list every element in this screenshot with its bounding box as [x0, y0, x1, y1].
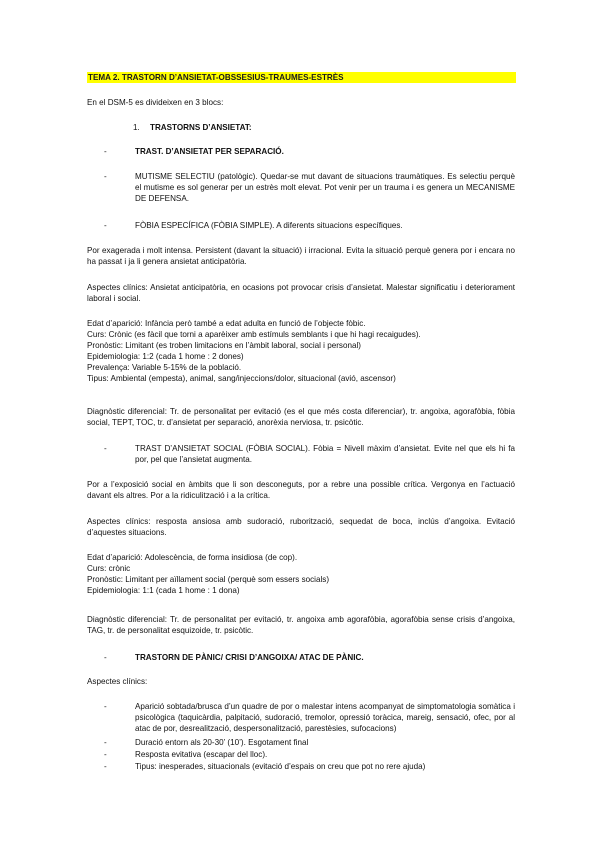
paragraph-fobia: Por exagerada i molt intensa. Persistent (davant la situació) i irracional. Evita la situació perquè genera por i encara no ha passat i ja li genera ansietat anticipatòria.: [87, 246, 515, 266]
list-item: Aparició sobtada/brusca d’un quadre de por o malestar intens acompanyat de simptomatologia somàtica i psicològica (taquicàrdia, palpitació, sudoració, tremolor, opressió toràcica, mareig, sensació, ofec, por al atac de por, desrealització, despersonalització, parestèsies, sufocacions): [135, 702, 515, 733]
list-item: Edat d’aparició: Infància però també a edat adulta en funció de l’objecte fòbic.: [87, 319, 366, 328]
heading-separacio: TRAST. D’ANSIETAT PER SEPARACIÓ.: [135, 147, 284, 156]
paragraph-aspectes-clinics-1: Aspectes clínics: Ansietat anticipatòria, en ocasions pot provocar crisis d’ansietat. Malestar significatiu i deteriorament laboral i social.: [87, 283, 515, 303]
list-item: Curs: Crònic (es fàcil que torni a aparèixer amb estímuls semblants i que hi hagi recaigudes).: [87, 330, 421, 339]
bullet-dash: -: [104, 750, 107, 759]
bullet-mutisme: MUTISME SELECTIU (patològic). Quedar-se mut davant de situacions traumàtiques. Es selectiu perquè el mutisme es sol generar per un estrès molt elevat. Pot venir per un trauma i es genera un MECANISME DE DEFENSA.: [135, 172, 515, 203]
bullet-dash: -: [104, 147, 107, 156]
aspectes-clinics-heading: Aspectes clínics:: [87, 677, 148, 686]
list-item: Curs: crònic: [87, 564, 131, 573]
list-item: Edat d’aparició: Adolescència, de forma insidiosa (de cop).: [87, 553, 298, 562]
paragraph-aspectes-clinics-2: Aspectes clínics: resposta ansiosa amb sudoració, ruborització, sequedat de boca, inclús d’angoixa. Evitació d’aquestes situacions.: [87, 517, 515, 537]
block-heading: TRASTORNS D’ANSIETAT:: [150, 123, 252, 132]
info-list-1: [87, 318, 515, 384]
list-item: Tipus: inesperades, situacionals (evitació d’espais on creu que pot no rere ajuda): [135, 762, 426, 771]
list-item: Epidemiologia: 1:1 (cada 1 home : 1 dona): [87, 586, 240, 595]
document-title: TEMA 2. TRASTORN D’ANSIETAT-OBSSESIUS-TRAUMES-ESTRÈS: [87, 72, 516, 83]
list-item: Tipus: Ambiental (empesta), animal, sang/injeccions/dolor, situacional (avió, ascensor): [87, 374, 396, 383]
list-item: Pronòstic: Limitant per aïllament social (perquè som essers socials): [87, 575, 330, 584]
paragraph-diagnostic-2: Diagnòstic diferencial: Tr. de personalitat per evitació, tr. angoixa amb agorafòbia, agorafòbia sense crisis d’angoixa, TAG, tr. de personalitat esquizoide, tr. psicòtic.: [87, 615, 515, 635]
info-list-2: [87, 552, 515, 596]
bullet-fobia-especifica: FÒBIA ESPECÍFICA (FÒBIA SIMPLE). A diferents situacions específiques.: [135, 221, 403, 230]
list-item: Resposta evitativa (escapar del lloc).: [135, 750, 268, 759]
list-item: Prevalença: Variable 5-15% de la població.: [87, 363, 242, 372]
paragraph-diagnostic-1: Diagnòstic diferencial: Tr. de personalitat per evitació (es el que més costa diferenciar), tr. angoixa, agorafòbia, fòbia social, TEPT, TOC, tr. d’ansietat per separació, anorèxia nerviosa, tr. psicòtic.: [87, 407, 515, 427]
bullet-dash: -: [104, 444, 107, 453]
list-item: Epidemiologia: 1:2 (cada 1 home : 2 dones): [87, 352, 244, 361]
bullet-dash: -: [104, 702, 107, 711]
bullet-dash: -: [104, 653, 107, 662]
list-item: Duració entorn als 20-30’ (10’). Esgotament final: [135, 738, 309, 747]
bullet-dash: -: [104, 738, 107, 747]
list-item: Pronòstic: Limitant (es troben limitacions en l’àmbit laboral, social i personal): [87, 341, 361, 350]
bullet-dash: -: [104, 762, 107, 771]
heading-panic: TRASTORN DE PÀNIC/ CRISI D’ANGOIXA/ ATAC DE PÀNIC.: [135, 653, 364, 662]
bullet-ansietat-social: TRAST D’ANSIETAT SOCIAL (FÒBIA SOCIAL). Fòbia = Nivell màxim d’ansietat. Evite nel que els hi fa por, pel que l’ansietat augmenta.: [135, 444, 515, 464]
paragraph-social: Por a l’exposició social en àmbits que li son desconeguts, por a rebre una possible crítica. Vergonya en l’actuació davant els altres. Por a la ridiculització i a la crítica.: [87, 480, 515, 500]
block-number: 1.: [133, 123, 140, 132]
intro-paragraph: En el DSM-5 es divideixen en 3 blocs:: [87, 98, 224, 107]
bullet-dash: -: [104, 221, 107, 230]
bullet-dash: -: [104, 172, 107, 181]
